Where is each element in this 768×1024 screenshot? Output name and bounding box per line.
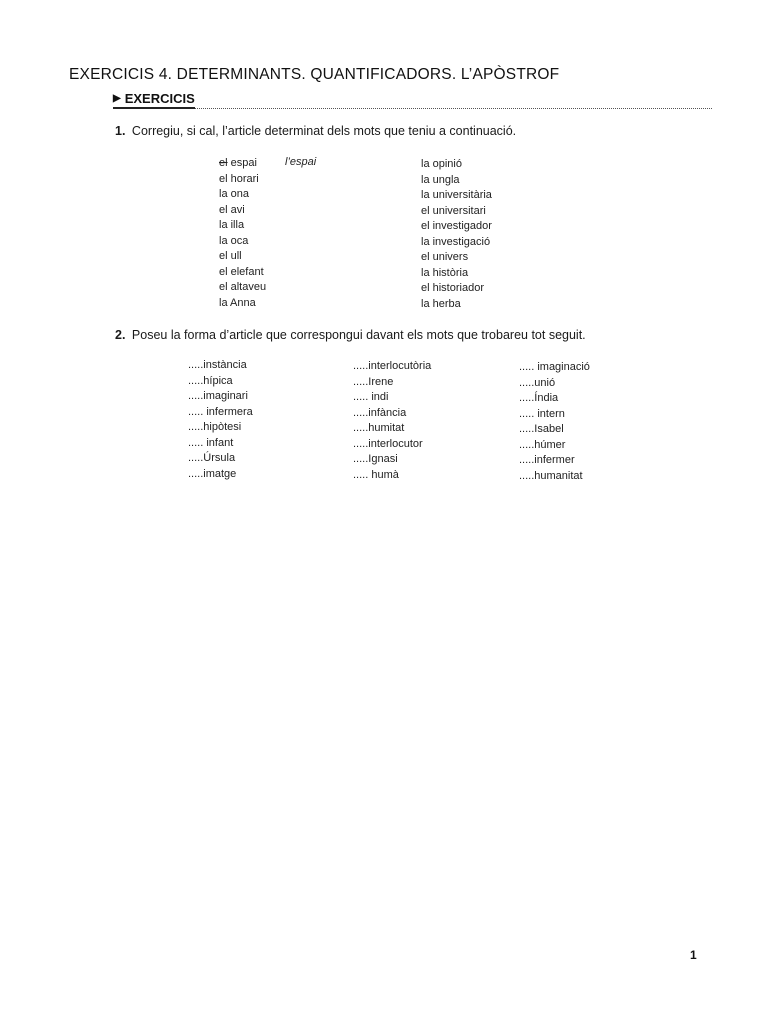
exercise-1-instruction (115, 124, 516, 138)
list-item: ..... humà (353, 468, 399, 481)
list-item: la investigació (421, 235, 491, 248)
list-item: la opinió (421, 158, 462, 170)
list-item: el ull (219, 250, 242, 262)
list-item: la oca (219, 234, 249, 247)
exercise-2-column-1 (188, 358, 253, 482)
list-item: la herba (421, 297, 461, 310)
section-heading (113, 91, 195, 106)
struck-article: el (219, 157, 228, 169)
play-arrow-icon: ▶ (113, 93, 121, 104)
list-item: el investigador (421, 220, 492, 232)
list-item: el elefant (219, 265, 264, 278)
list-item: .....Irene (353, 375, 394, 388)
list-item: .....infermer (519, 454, 575, 466)
exercise-1-column-2 (421, 157, 492, 312)
exercise-2-instruction (115, 328, 586, 342)
list-item: la ungla (421, 173, 460, 186)
list-item: la història (421, 266, 469, 279)
list-item: .....interlocutor (353, 437, 423, 450)
list-item: el univers (421, 251, 469, 263)
list-item: .....húmer (519, 438, 566, 451)
list-item: el altaveu (219, 281, 267, 293)
exercise-2-number: 2. (115, 328, 126, 342)
list-item: .....Ignasi (353, 453, 398, 465)
list-item: .....humitat (353, 422, 405, 434)
list-item: .....humanitat (519, 469, 583, 482)
exercise-1-number: 1. (115, 124, 126, 138)
list-item: ..... intern (519, 407, 565, 420)
list-item: la Anna (219, 296, 256, 309)
list-item: .....imatge (188, 467, 237, 480)
list-item: la ona (219, 188, 249, 200)
list-item: el universitari (421, 204, 486, 217)
list-item: la universitària (421, 189, 492, 201)
example-answer: l’espai (285, 156, 317, 168)
list-item: el historiador (421, 282, 484, 294)
list-item: ..... infermera (188, 405, 253, 418)
list-item: .....unió (519, 376, 556, 389)
page-number: 1 (690, 948, 697, 962)
exercise-2-column-2 (353, 359, 431, 483)
section-dotted-rule (195, 108, 712, 109)
exercise-2-column-3 (519, 360, 590, 484)
list-item: ..... imaginació (519, 361, 590, 373)
exercise-1-column-1 (219, 156, 266, 311)
word: espai (227, 157, 257, 169)
list-item: .....Isabel (519, 423, 564, 435)
list-item: la illa (219, 219, 245, 231)
list-item: ..... infant (188, 436, 234, 449)
list-item (219, 156, 266, 172)
list-item: el horari (219, 172, 259, 185)
list-item: .....Úrsula (188, 452, 236, 464)
list-item: .....hípica (188, 374, 233, 387)
exercise-1-text: Corregiu, si cal, l’article determinat dels mots que teniu a continuació. (131, 124, 517, 138)
exercise-2-text: Poseu la forma d’article que correspongui davant els mots que trobareu tot seguit. (131, 328, 586, 342)
list-item: el avi (219, 203, 245, 216)
list-item: ..... indi (353, 391, 389, 403)
list-item: .....infància (353, 406, 407, 419)
list-item: .....instància (188, 359, 247, 371)
section-underline (113, 107, 195, 109)
page-title: EXERCICIS 4. DETERMINANTS. QUANTIFICADORS. L’APÒSTROF (69, 66, 560, 83)
section-label: EXERCICIS (124, 91, 195, 106)
list-item: .....Índia (519, 392, 559, 404)
list-item: .....interlocutòria (353, 360, 432, 372)
list-item: .....hipòtesi (188, 421, 242, 433)
list-item: .....imaginari (188, 390, 248, 402)
